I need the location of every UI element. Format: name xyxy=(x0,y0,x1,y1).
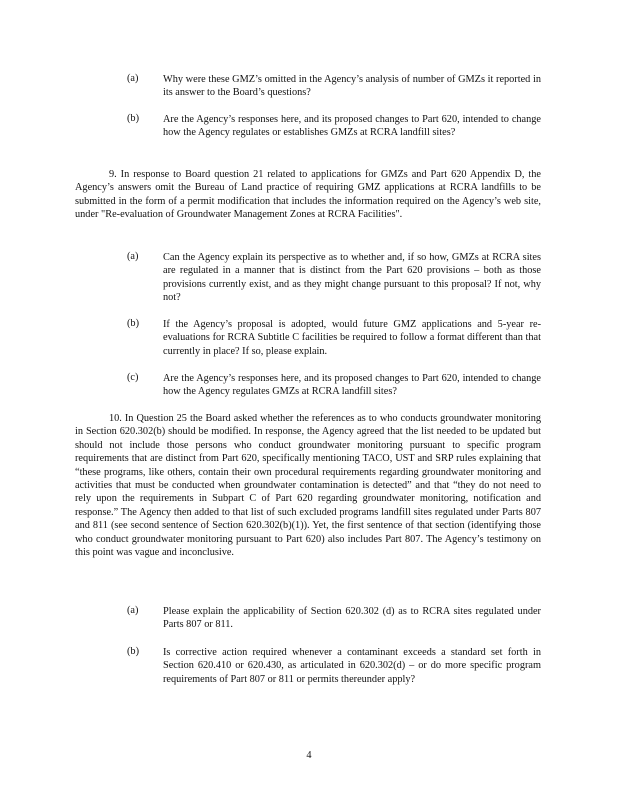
question-text: If the Agency’s proposal is adopted, would future GMZ applications and 5-year re-evaluations for RCRA Subtitle C facilities be required to follow a format different than that currently in place? If so, please explain. xyxy=(163,319,541,357)
question-text: Can the Agency explain its perspective as to whether and, if so how, GMZs at RCRA sites are regulated in a manner that is distinct from the Part 620 provisions – both as those provisions currently exist, and as they might change pursuant to this proposal? If not, why not? xyxy=(163,252,541,304)
question-label: (b) xyxy=(127,318,140,329)
question-label: (b) xyxy=(127,646,140,657)
question-text: Please explain the applicability of Section 620.302 (d) as to RCRA sites regulated under Parts 807 or 811. xyxy=(163,606,541,631)
question-label: (c) xyxy=(127,372,139,383)
page-number: 4 xyxy=(306,750,312,761)
question-label: (b) xyxy=(127,113,140,124)
question-label: (a) xyxy=(127,251,139,262)
question-text: Are the Agency’s responses here, and its proposed changes to Part 620, intended to change how the Agency regulates GMZs at RCRA landfill sites? xyxy=(163,373,541,398)
question-text: Are the Agency’s responses here, and its proposed changes to Part 620, intended to change how the Agency regulates or establishes GMZs at RCRA landfill sites? xyxy=(163,114,541,139)
question-text: Is corrective action required whenever a contaminant exceeds a standard set forth in Section 620.410 or 620.430, as articulated in 620.302(d) – or do more specific program requirements of Part 807 or 811 or permits thereunder apply? xyxy=(163,647,541,685)
question-label: (a) xyxy=(127,605,139,616)
question-text: Why were these GMZ’s omitted in the Agency’s analysis of number of GMZs it reported in its answer to the Board’s questions? xyxy=(163,74,541,99)
paragraph-9: 9. In response to Board question 21 related to applications for GMZs and Part 620 Appendix D, the Agency’s answers omit the Bureau of Land practice of requiring GMZ applications at RCRA landfills to be submitted in the form of a permit modification that includes the information required on the Agency’s web site, under "Re-evaluation of Groundwater Management Zones at RCRA Facilities". xyxy=(75,169,541,221)
paragraph-10: 10. In Question 25 the Board asked whether the references as to who conducts groundwater monitoring in Section 620.302(b) should be modified. In response, the Agency agreed that the list needed to be updated but should not include those persons who conduct groundwater monitoring pursuant to specific program requirements that are distinct from Part 620, specifically mentioning TACO, UST and SRP rules explaining that “these programs, like others, contain their own procedural requirements regarding groundwater monitoring and activities that must be conducted when groundwater contamination is detected” and that “they do not need to rely upon the requirements in Subpart C of Part 620 regarding groundwater monitoring, notification and response.” The Agency then added to that list of such excluded programs landfill sites regulated under Parts 807 and 811 (see second sentence of Section 620.302(b)(1)). Yet, the first sentence of that section (identifying those who conduct groundwater monitoring pursuant to Part 620) also includes Part 807. The Agency’s testimony on this point was vague and inconclusive. xyxy=(75,413,541,559)
question-label: (a) xyxy=(127,73,139,84)
